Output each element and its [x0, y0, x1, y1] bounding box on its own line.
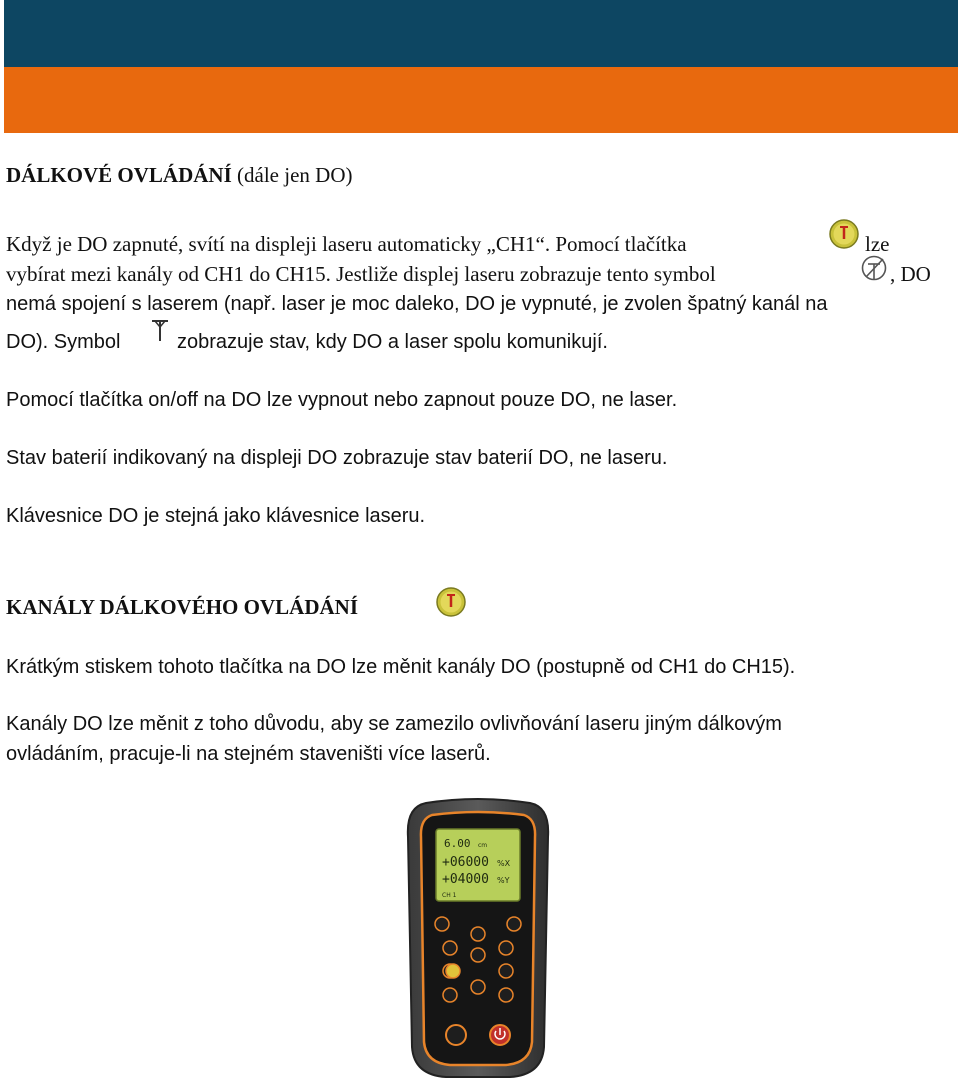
remote-control-image [398, 797, 558, 1082]
display-line-1: 6.00 [444, 837, 471, 850]
text-span: Klávesnice DO je stejná jako klávesnice laseru. [6, 505, 426, 527]
text-span: Pomocí tlačítka on/off na DO lze vypnout nebo zapnout pouze DO, ne laser. [6, 389, 678, 411]
display-status: CH 1 [442, 892, 457, 899]
text-span: vybírat mezi kanály od CH1 do CH15. Jestliže displej laseru zobrazuje tento symbol [6, 262, 716, 286]
heading-bold: DÁLKOVÉ OVLÁDÁNÍ [6, 163, 232, 187]
header-band-blue [4, 0, 958, 67]
display-line-2: +06000 [442, 855, 489, 870]
no-link-antenna-icon [858, 255, 892, 283]
paragraph-line [6, 289, 828, 319]
paragraph-keyboard [6, 501, 425, 531]
text-span: ovládáním, pracuje-li na stejném staveništi více laserů. [6, 743, 491, 765]
text-span: Když je DO zapnuté, svítí na displeji laseru automaticky „CH1“. Pomocí tlačítka [6, 232, 687, 256]
paragraph-onoff [6, 385, 677, 415]
paragraph-battery [6, 443, 667, 473]
text-span: Stav baterií indikovaný na displeji DO zobrazuje stav baterií DO, ne laseru. [6, 447, 668, 469]
paragraph-line-tail [177, 327, 608, 357]
paragraph-line [6, 709, 782, 739]
display-line-3-unit: %Y [497, 876, 510, 885]
heading-text: KANÁLY DÁLKOVÉHO OVLÁDÁNÍ [6, 595, 358, 619]
display-line-3: +04000 [442, 872, 489, 887]
text-span: DO). Symbol [6, 331, 121, 353]
channel-key [446, 964, 460, 978]
paragraph-line [6, 229, 687, 259]
channel-button-icon [828, 218, 860, 250]
text-span: Krátkým stiskem tohoto tlačítka na DO lze měnit kanály DO (postupně od CH1 do CH15). [6, 656, 796, 678]
paragraph-line-tail [890, 259, 931, 289]
header-band-orange [4, 67, 958, 133]
display-line-1-unit: cm [478, 842, 488, 849]
paragraph-short-press [6, 652, 795, 682]
text-span: nemá spojení s laserem (např. laser je moc daleko, DO je vypnuté, je zvolen špatný kanál na [6, 293, 828, 315]
paragraph-line [6, 739, 491, 769]
text-span: lze [865, 232, 890, 256]
section-heading-remote [6, 160, 352, 190]
heading-rest: (dále jen DO) [237, 163, 353, 187]
text-span: , DO [890, 262, 931, 286]
section-heading-channels [6, 592, 358, 622]
antenna-icon [149, 316, 171, 344]
paragraph-line [6, 327, 120, 357]
channel-button-icon [435, 586, 467, 618]
display-line-2-unit: %X [497, 859, 511, 868]
text-span: Kanály DO lze měnit z toho důvodu, aby se zamezilo ovlivňování laseru jiným dálkovým [6, 713, 782, 735]
paragraph-line [6, 259, 716, 289]
text-span: zobrazuje stav, kdy DO a laser spolu komunikují. [177, 331, 608, 353]
